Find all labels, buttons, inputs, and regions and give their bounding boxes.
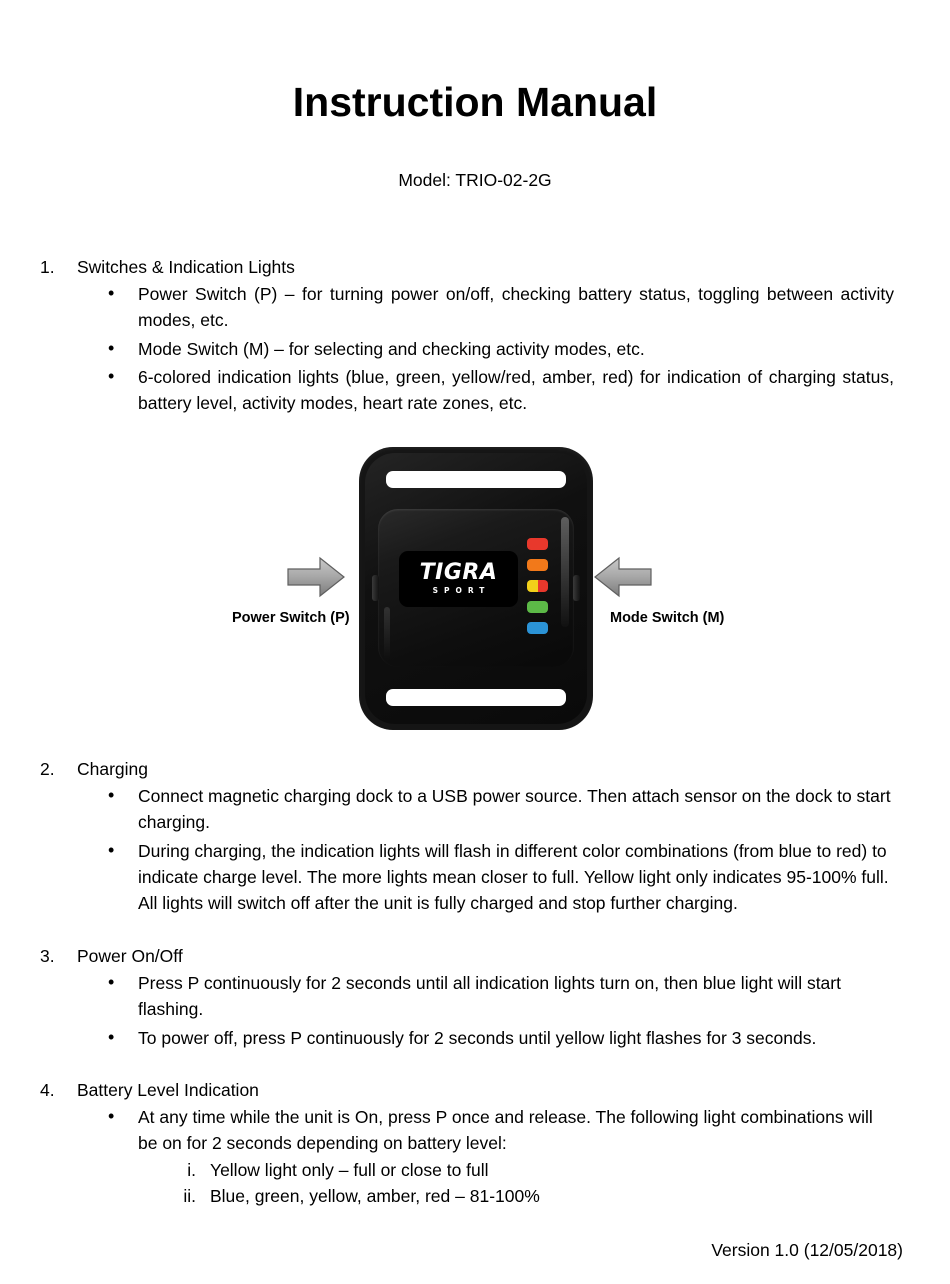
device-body-highlight xyxy=(561,517,569,627)
section-heading-text: Switches & Indication Lights xyxy=(77,257,295,277)
list-item xyxy=(0,1183,950,1209)
section-bullet-list xyxy=(0,281,950,416)
section-heading-text: Battery Level Indication xyxy=(77,1080,259,1100)
section-number: 3. xyxy=(40,946,55,966)
list-item: • To power off, press P continuously for 2 seconds until yellow light flashes for 3 seconds. xyxy=(0,1025,950,1051)
device-body-highlight-left xyxy=(384,607,390,659)
list-item: • During charging, the indication lights will flash in different color combinations (from blue to red) to indicate charge level. The more lights mean closer to full. Yellow light only indicates 95-100% full. All lights will switch off after the unit is fully charged and stop further charging. xyxy=(0,838,950,917)
section-switches-indication-lights xyxy=(0,255,950,416)
arrow-left-pointing-icon xyxy=(594,556,652,598)
sub-list-marker: ii. xyxy=(183,1185,196,1206)
led-amber-icon xyxy=(527,559,548,571)
list-item: • 6-colored indication lights (blue, green, yellow/red, amber, red) for indication of charging status, battery level, activity modes, heart rate zones, etc. xyxy=(0,364,950,417)
device-body xyxy=(378,509,574,667)
mode-switch-button xyxy=(573,575,580,601)
sub-list-marker: i. xyxy=(187,1159,196,1180)
page-footer-version: Version 1.0 (12/05/2018) xyxy=(711,1240,903,1260)
sub-list-text: Yellow light only – full or close to full xyxy=(210,1159,489,1180)
indication-light-strip xyxy=(527,538,549,634)
led-yellow-red-icon xyxy=(527,580,548,592)
model-line: Model: TRIO-02-2G xyxy=(398,170,552,190)
section-sub-list xyxy=(0,1157,950,1210)
section-number: 1. xyxy=(40,257,55,277)
list-item: • At any time while the unit is On, press P once and release. The following light combinations will be on for 2 seconds depending on battery level: xyxy=(0,1104,950,1157)
strap-slot-bottom xyxy=(386,689,566,706)
section-power-on-off xyxy=(0,944,950,1051)
callout-label-mode-switch: Mode Switch (M) xyxy=(610,610,725,626)
section-charging xyxy=(0,757,950,916)
led-green-icon xyxy=(527,601,548,613)
brand-sublabel-text: SPORT xyxy=(432,586,491,595)
list-item: • Mode Switch (M) – for selecting and checking activity modes, etc. xyxy=(0,336,950,362)
section-bullet-list xyxy=(0,970,950,1051)
list-item xyxy=(0,1157,950,1183)
list-item: • Connect magnetic charging dock to a USB power source. Then attach sensor on the dock to start charging. xyxy=(0,783,950,836)
section-number: 4. xyxy=(40,1080,55,1100)
brand-logo-text: TIGRA xyxy=(419,560,498,585)
led-red-icon xyxy=(527,538,548,550)
section-battery-level-indication xyxy=(0,1078,950,1209)
list-item: • Power Switch (P) – for turning power on/off, checking battery status, toggling between activity modes, etc. xyxy=(0,281,950,334)
device-figure xyxy=(0,436,950,736)
section-heading xyxy=(0,1078,950,1102)
section-heading-text: Charging xyxy=(77,759,149,779)
section-heading xyxy=(0,255,950,279)
section-bullet-list xyxy=(0,1104,950,1157)
sub-list-text: Blue, green, yellow, amber, red – 81-100% xyxy=(210,1185,540,1206)
arrow-right-pointing-icon xyxy=(287,556,345,598)
power-switch-button xyxy=(372,575,379,601)
section-heading xyxy=(0,944,950,968)
list-item: • Press P continuously for 2 seconds until all indication lights turn on, then blue light will start flashing. xyxy=(0,970,950,1023)
section-bullet-list xyxy=(0,783,950,916)
device-illustration xyxy=(359,447,593,730)
section-heading-text: Power On/Off xyxy=(77,946,183,966)
section-number: 2. xyxy=(40,759,55,779)
section-heading xyxy=(0,757,950,781)
strap-slot-top xyxy=(386,471,566,488)
callout-label-power-switch: Power Switch (P) xyxy=(232,610,350,626)
led-blue-icon xyxy=(527,622,548,634)
page-title: Instruction Manual xyxy=(292,79,658,126)
device-logo-panel xyxy=(399,551,518,607)
